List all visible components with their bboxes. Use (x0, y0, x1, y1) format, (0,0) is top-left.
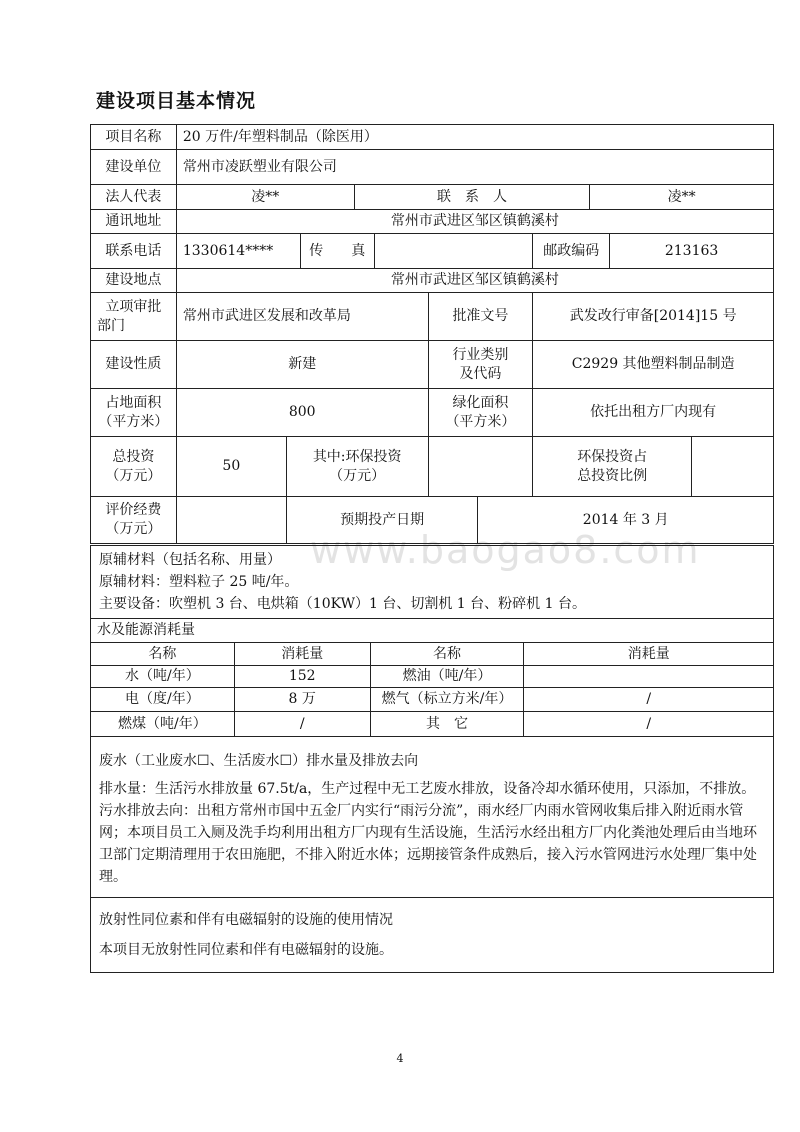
nature-value: 新建 (176, 341, 428, 389)
eval-fee-label-line1: 评价经费 (105, 502, 162, 518)
fax-label: 传 真 (300, 234, 374, 269)
phone-value: 1330614**** (176, 234, 300, 269)
env-invest-label-line1: 其中:环保投资 (312, 448, 402, 465)
green-label (428, 389, 533, 437)
industry-label-line1: 行业类别 (452, 346, 509, 363)
page-title: 建设项目基本情况 (96, 90, 257, 112)
env-invest-label-line2: （万元） (329, 467, 386, 484)
green-value: 依托出租方厂内现有 (533, 389, 774, 437)
postcode-label: 邮政编码 (533, 234, 610, 269)
energy-col-amount: 消耗量 (234, 643, 370, 666)
green-label-line2: （平方米） (445, 413, 516, 430)
energy-row-name: 电（度/年） (91, 688, 235, 712)
phone-label: 联系电话 (91, 234, 177, 269)
industry-value: C2929 其他塑料制品制造 (533, 341, 774, 389)
energy-row-name2: 其 它 (370, 712, 524, 737)
energy-heading: 水及能源消耗量 (91, 619, 774, 643)
wastewater-section (91, 737, 774, 898)
energy-col-name2: 名称 (370, 643, 524, 666)
area-value: 800 (176, 389, 428, 437)
page-number: 4 (396, 1052, 404, 1065)
project-name-label: 项目名称 (91, 125, 177, 150)
env-ratio-value (692, 437, 774, 497)
energy-row-amount2: / (524, 688, 774, 712)
eval-fee-label-line2: （万元） (105, 521, 162, 537)
invest-label-line1: 总投资 (112, 448, 155, 465)
unit-value: 常州市凌跃塑业有限公司 (176, 150, 773, 185)
env-ratio-label-line2: 总投资比例 (577, 467, 648, 484)
legal-rep-label: 法人代表 (91, 185, 177, 210)
project-name-value: 20 万件/年塑料制品（除医用） (176, 125, 773, 150)
approval-no-value: 武发改行审备[2014]15 号 (533, 293, 774, 341)
env-ratio-label-line1: 环保投资占 (577, 448, 648, 465)
energy-row-amount2 (524, 666, 774, 688)
address-value: 常州市武进区邹区镇鹤溪村 (176, 210, 773, 234)
energy-row-amount: 152 (234, 666, 370, 688)
start-date-value: 2014 年 3 月 (478, 497, 774, 544)
wastewater-para2: 污水排放去向：出租方常州市国中五金厂内实行“雨污分流”，雨水经厂内雨水管网收集后排入附近雨水管网；本项目员工入厕及洗手均利用出租方厂内现有生活设施，生活污水经出租方厂内化粪池处理后由当地环卫部门定期清理用于农田施肥，不排入附近水体；远期接管条件成熟后，接入污水管网进污水处理厂集中处理。 (99, 803, 757, 885)
watermark: www.baogao8.com (310, 528, 701, 572)
approval-dept-value: 常州市武进区发展和改革局 (176, 293, 428, 341)
energy-row-name: 水（吨/年） (91, 666, 235, 688)
energy-col-amount2: 消耗量 (524, 643, 774, 666)
area-label (91, 389, 177, 437)
area-label-line1: 占地面积 (105, 394, 162, 411)
unit-label: 建设单位 (91, 150, 177, 185)
wastewater-heading: 废水（工业废水☐、生活废水☐）排水量及排放去向 (99, 753, 419, 769)
area-label-line2: （平方米） (98, 413, 169, 430)
energy-row-name2: 燃油（吨/年） (370, 666, 524, 688)
legal-rep-value: 凌** (176, 185, 354, 210)
industry-label-line2: 及代码 (459, 365, 502, 382)
materials-line2: 主要设备：吹塑机 3 台、电烘箱（10KW）1 台、切割机 1 台、粉碎机 1 台。 (99, 596, 586, 612)
contact-label: 联 系 人 (354, 185, 590, 210)
env-invest-value (428, 437, 533, 497)
eval-fee-label (91, 497, 177, 544)
materials-line1: 原辅材料：塑料粒子 25 吨/年。 (99, 574, 299, 590)
invest-label-line2: （万元） (105, 467, 162, 484)
energy-col-name: 名称 (91, 643, 235, 666)
energy-row-name: 燃煤（吨/年） (91, 712, 235, 737)
materials-heading: 原辅材料（包括名称、用量） (99, 552, 281, 568)
fax-value (374, 234, 533, 269)
eval-fee-value (176, 497, 286, 544)
start-date-label: 预期投产日期 (286, 497, 478, 544)
materials-section (91, 546, 774, 619)
industry-label (428, 341, 533, 389)
invest-label (91, 437, 177, 497)
contact-value: 凌** (590, 185, 774, 210)
radiation-heading: 放射性同位素和伴有电磁辐射的设施的使用情况 (99, 912, 393, 928)
consumption-table (90, 545, 774, 973)
nature-label: 建设性质 (91, 341, 177, 389)
energy-row-name2: 燃气（标立方米/年） (370, 688, 524, 712)
radiation-text: 本项目无放射性同位素和伴有电磁辐射的设施。 (99, 942, 393, 958)
address-label: 通讯地址 (91, 210, 177, 234)
approval-dept-label (91, 293, 177, 341)
energy-row-amount2: / (524, 712, 774, 737)
green-label-line1: 绿化面积 (452, 394, 509, 411)
radiation-section (91, 898, 774, 973)
site-label: 建设地点 (91, 269, 177, 293)
site-value: 常州市武进区邹区镇鹤溪村 (176, 269, 773, 293)
energy-row-amount: 8 万 (234, 688, 370, 712)
postcode-value: 213163 (610, 234, 774, 269)
approval-dept-label-line2: 部门 (97, 317, 125, 334)
wastewater-para1: 排水量：生活污水排放量 67.5t/a，生产过程中无工艺废水排放，设备冷却水循环使用，只添加，不排放。 (99, 781, 756, 797)
basic-info-table (90, 124, 774, 544)
approval-no-label: 批准文号 (428, 293, 533, 341)
env-invest-label (286, 437, 428, 497)
energy-row-amount: / (234, 712, 370, 737)
env-ratio-label (533, 437, 692, 497)
approval-dept-label-line1: 立项审批 (105, 298, 162, 315)
invest-value: 50 (176, 437, 286, 497)
